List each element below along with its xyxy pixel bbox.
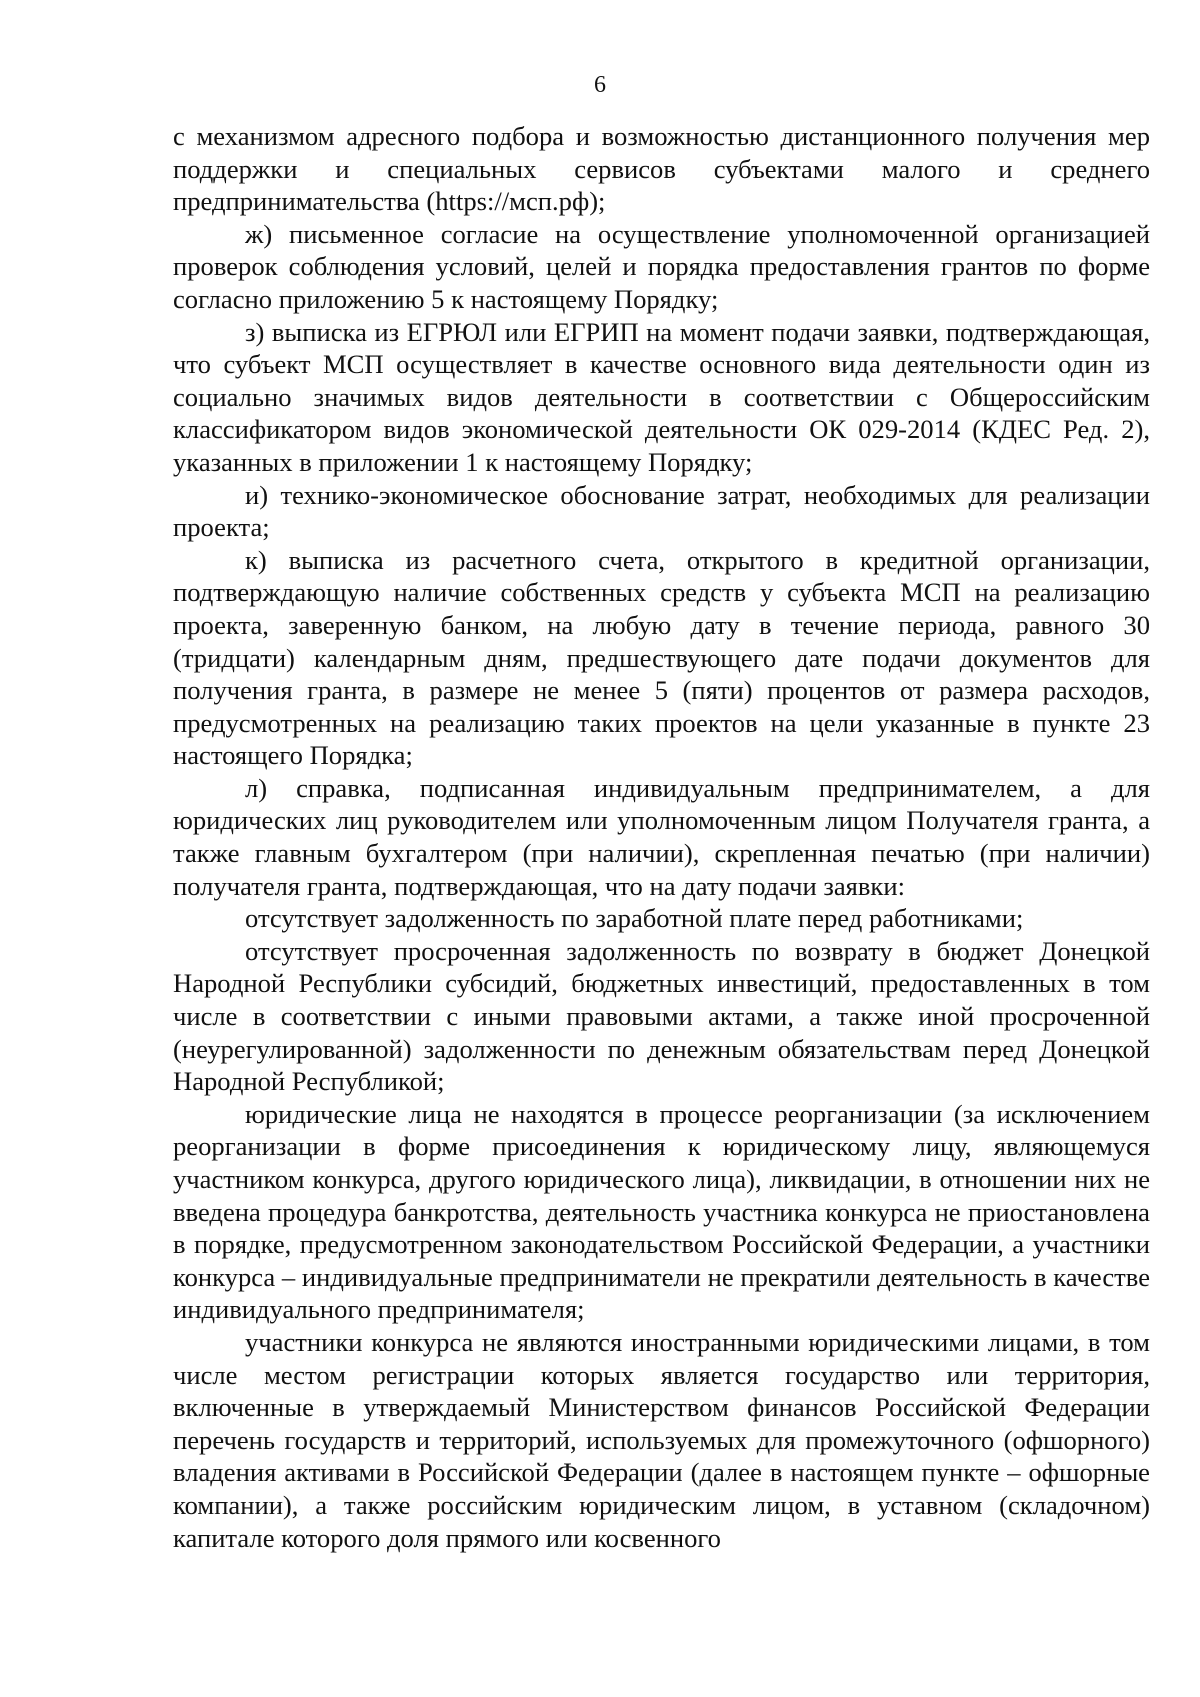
paragraph-item-zh: ж) письменное согласие на осуществление уполномоченной организацией проверок соблюдения условий, целей и порядка предоставления грантов по форме согласно приложению 5 к настоящему Порядку; xyxy=(173,218,1150,314)
paragraph-item-k: к) выписка из расчетного счета, открытого в кредитной организации, подтверждающую наличие собственных средств у субъекта МСП на реализацию проекта, заверенную банком, на любую дату в течение периода, равного 30 (тридцати) календарным дням, предшествующего дате подачи документов для получения гранта, в размере не менее 5 (пяти) процентов от размера расходов, предусмотренных на реализацию таких проектов на цели указанные в пункте 23 настоящего Порядка; xyxy=(173,544,1150,771)
paragraph-item-i: и) технико-экономическое обоснование затрат, необходимых для реализации проекта; xyxy=(173,479,1150,543)
paragraph-item-l: л) справка, подписанная индивидуальным предпринимателем, а для юридических лиц руководителем или уполномоченным лицом Получателя гранта, а также главным бухгалтером (при наличии), скрепленная печатью (при наличии) получателя гранта, подтверждающая, что на дату подачи заявки: xyxy=(173,772,1150,901)
paragraph-continuation: с механизмом адресного подбора и возможностью дистанционного получения мер поддержки и специальных сервисов субъектами малого и среднего предпринимательства (https://мсп.рф); xyxy=(173,121,1150,217)
page-number: 6 xyxy=(594,72,606,98)
document-body xyxy=(173,120,1150,1554)
paragraph-not-foreign: участники конкурса не являются иностранными юридическими лицами, в том числе местом регистрации которых является государство или территория, включенные в утверждаемый Министерством финансов Российской Федерации перечень государств и территорий, используемых для промежуточного (офшорного) владения активами в Российской Федерации (далее в настоящем пункте – офшорные компании), а также российским юридическим лицом, в уставном (складочном) капитале которого доля прямого или косвенного xyxy=(173,1326,1150,1553)
paragraph-no-reorganization: юридические лица не находятся в процессе реорганизации (за исключением реорганизации в форме присоединения к юридическому лицу, являющемуся участником конкурса, другого юридического лица), ликвидации, в отношении них не введена процедура банкротства, деятельность участника конкурса не приостановлена в порядке, предусмотренном законодательством Российской Федерации, а участники конкурса – индивидуальные предприниматели не прекратили деятельность в качестве индивидуального предпринимателя; xyxy=(173,1098,1150,1325)
paragraph-item-z: з) выписка из ЕГРЮЛ или ЕГРИП на момент подачи заявки, подтверждающая, что субъект МСП осуществляет в качестве основного вида деятельности один из социально значимых видов деятельности в соответствии с Общероссийским классификатором видов экономической деятельности ОК 029-2014 (КДЕС Ред. 2), указанных в приложении 1 к настоящему Порядку; xyxy=(173,316,1150,477)
paragraph-no-wage-debt: отсутствует задолженность по заработной плате перед работниками; xyxy=(245,903,1024,934)
paragraph-no-budget-debt: отсутствует просроченная задолженность по возврату в бюджет Донецкой Народной Республики субсидий, бюджетных инвестиций, предоставленных в том числе в соответствии с иными правовыми актами, а также иной просроченной (неурегулированной) задолженности по денежным обязательствам перед Донецкой Народной Республикой; xyxy=(173,935,1150,1097)
